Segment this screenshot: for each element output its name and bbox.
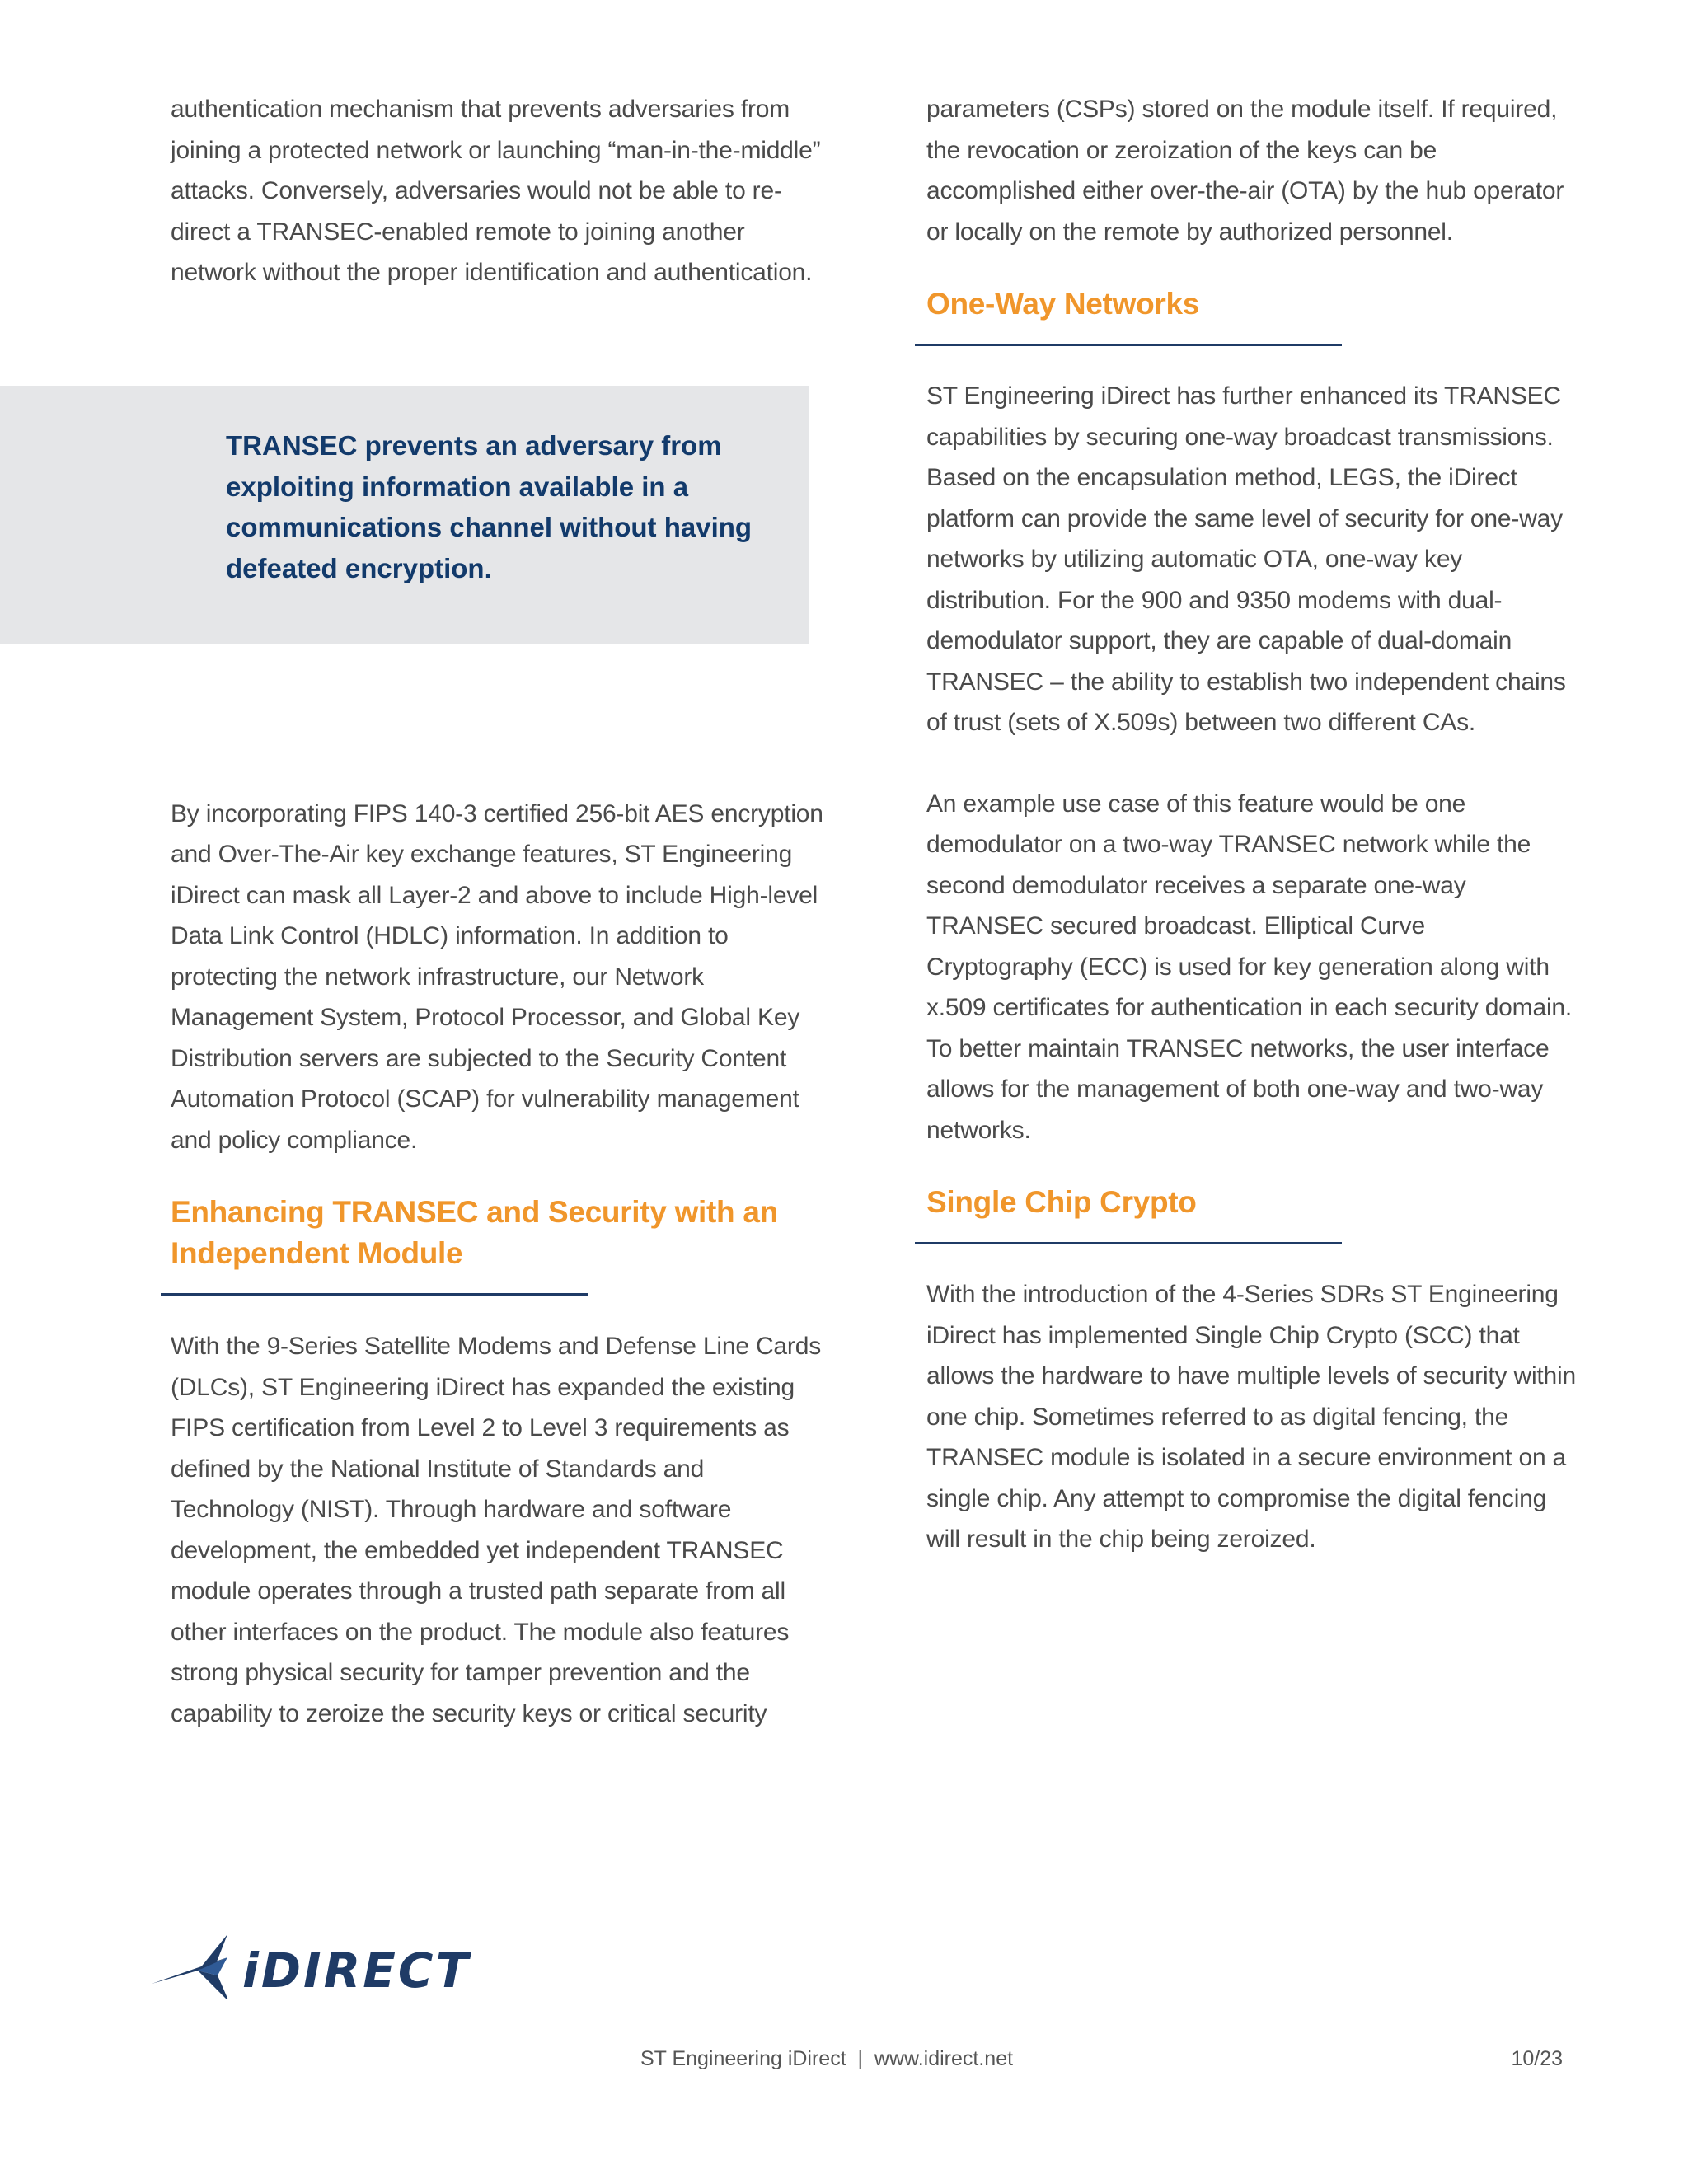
left-intro-paragraph: authentication mechanism that prevents adversaries from joining a protected network or launching “man-in-the-middle” attacks. Conversely, adversaries would not be able to re-direct a TRANSEC-enabled remote to joining another network without the proper identification and authentication. bbox=[171, 96, 821, 286]
single-chip-paragraph: With the introduction of the 4-Series SDRs ST Engineering iDirect has implemented Single Chip Crypto (SCC) that allows the hardware to have multiple levels of security within one chip. Sometimes referred to as digital fencing, the TRANSEC module is isolated in a secure environment on a single chip. Any attempt to compromise the digital fencing will result in the chip being zeroized. bbox=[926, 1281, 1576, 1553]
logo-wordmark: iDIRECT bbox=[242, 1943, 471, 1999]
idirect-star-logo-icon bbox=[148, 1933, 503, 1999]
footer-text: ST Engineering iDirect | www.idirect.net bbox=[640, 2047, 1014, 2070]
section-heading-one-way-networks: One-Way Networks bbox=[926, 287, 1200, 321]
section-heading-single-chip-crypto: Single Chip Crypto bbox=[926, 1185, 1197, 1219]
callout-box bbox=[0, 386, 809, 644]
independent-module-paragraph: With the 9-Series Satellite Modems and Defense Line Cards (DLCs), ST Engineering iDirect has expanded the existing FIPS certification from Level 2 to Level 3 requirements as defined by the National Institute of Standards and Technology (NIST). Through hardware and software development, the embedded yet independent TRANSEC module operates through a trusted path separate from all other interfaces on the product. The module also features strong physical security for tamper prevention and the capability to zeroize the security keys or critical security bbox=[171, 1333, 821, 1727]
page-number: 10/23 bbox=[1511, 2047, 1563, 2070]
right-intro-paragraph: parameters (CSPs) stored on the module itself. If required, the revocation or zeroization of the keys can be accomplished either over-the-air (OTA) by the hub operator or locally on the remote by authorized personnel. bbox=[926, 96, 1564, 246]
one-way-paragraph-2: An example use case of this feature would be one demodulator on a two-way TRANSEC network while the second demodulator receives a separate one-way TRANSEC secured broadcast. Elliptical Curve Cryptography (ECC) is used for key generation along with x.509 certificates for authentication in each security domain. To better maintain TRANSEC networks, the user interface allows for the management of both one-way and two-way networks. bbox=[926, 790, 1573, 1144]
section-heading-independent-module: Enhancing TRANSEC and Security with an Independent Module bbox=[171, 1195, 778, 1270]
left-column bbox=[171, 89, 830, 1734]
fips-paragraph: By incorporating FIPS 140-3 certified 256-bit AES encryption and Over-The-Air key exchange features, ST Engineering iDirect can mask all Layer-2 and above to include High-level Data Link Control (HDLC) information. In addition to protecting the network infrastructure, our Network Management System, Protocol Processor, and Global Key Distribution servers are subjected to the Security Content Automation Protocol (SCAP) for vulnerability management and policy compliance. bbox=[171, 799, 823, 1154]
callout-quote: TRANSEC prevents an adversary from exploiting information available in a communications channel without having defeated encryption. bbox=[226, 430, 753, 583]
one-way-paragraph-1: ST Engineering iDirect has further enhanced its TRANSEC capabilities by securing one-way broadcast transmissions. Based on the encapsulation method, LEGS, the iDirect platform can provide the same level of security for one-way networks by utilizing automatic OTA, one-way key distribution. For the 900 and 9350 modems with dual-demodulator support, they are capable of dual-domain TRANSEC – the ability to establish two independent chains of trust (sets of X.509s) between two different CAs. bbox=[926, 382, 1566, 736]
idirect-logo bbox=[148, 1933, 503, 1999]
right-column bbox=[926, 89, 1578, 1560]
